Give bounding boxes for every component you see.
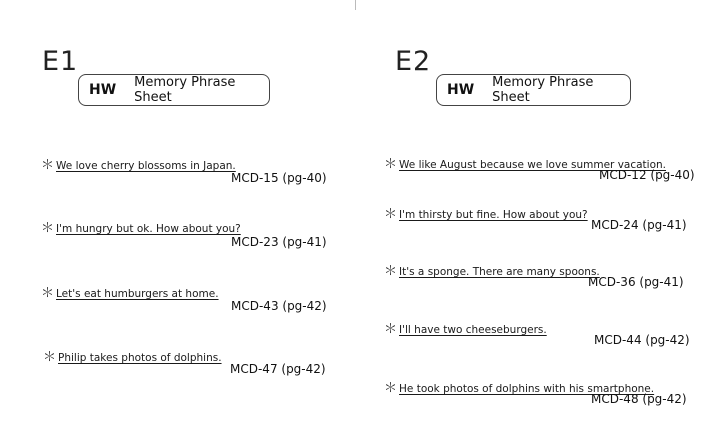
- asterisk-bullet-icon: ＊: [41, 286, 55, 301]
- phrase-item: [384, 318, 547, 337]
- asterisk-bullet-icon: ＊: [43, 350, 57, 365]
- phrase-reference: MCD-12 (pg-40): [599, 168, 695, 182]
- phrase-text: We like August because we love summer vacation.: [399, 159, 666, 171]
- phrase-text: Let's eat humburgers at home.: [56, 288, 219, 300]
- asterisk-bullet-icon: ＊: [384, 322, 398, 337]
- phrase-reference: MCD-36 (pg-41): [588, 275, 684, 289]
- phrase-text: I'm thirsty but fine. How about you?: [399, 209, 588, 221]
- hw-label: HW: [447, 82, 475, 98]
- phrase-item: [41, 154, 236, 173]
- sheet-id: E2: [395, 46, 432, 77]
- sheet-e2: [356, 0, 711, 434]
- asterisk-bullet-icon: ＊: [384, 207, 398, 222]
- phrase-item: [43, 346, 222, 365]
- phrase-item: [384, 260, 600, 279]
- title-box: [436, 74, 631, 106]
- phrase-reference: MCD-43 (pg-42): [231, 299, 327, 313]
- sheet-title: Memory Phrase Sheet: [492, 75, 594, 105]
- phrase-item: [384, 203, 588, 222]
- phrase-reference: MCD-48 (pg-42): [591, 392, 687, 406]
- asterisk-bullet-icon: ＊: [41, 221, 55, 236]
- asterisk-bullet-icon: ＊: [41, 158, 55, 173]
- sheet-id: E1: [42, 46, 79, 77]
- hw-label: HW: [89, 82, 117, 98]
- asterisk-bullet-icon: ＊: [384, 381, 398, 396]
- phrase-reference: MCD-23 (pg-41): [231, 235, 327, 249]
- asterisk-bullet-icon: ＊: [384, 157, 398, 172]
- sheet-title: Memory Phrase Sheet: [134, 75, 236, 105]
- phrase-text: It's a sponge. There are many spoons.: [399, 266, 600, 278]
- phrase-text: Philip takes photos of dolphins.: [58, 352, 222, 364]
- asterisk-bullet-icon: ＊: [384, 264, 398, 279]
- phrase-reference: MCD-24 (pg-41): [591, 218, 687, 232]
- phrase-text: I'll have two cheeseburgers.: [399, 324, 547, 336]
- phrase-text: We love cherry blossoms in Japan.: [56, 160, 236, 172]
- title-box: [78, 74, 270, 106]
- phrase-item: [41, 282, 219, 301]
- phrase-text: He took photos of dolphins with his smartphone.: [399, 383, 655, 395]
- phrase-reference: MCD-44 (pg-42): [594, 333, 690, 347]
- phrase-item: [41, 217, 241, 236]
- phrase-reference: MCD-15 (pg-40): [231, 171, 327, 185]
- phrase-reference: MCD-47 (pg-42): [230, 362, 326, 376]
- sheet-e1: [0, 0, 355, 434]
- phrase-text: I'm hungry but ok. How about you?: [56, 223, 241, 235]
